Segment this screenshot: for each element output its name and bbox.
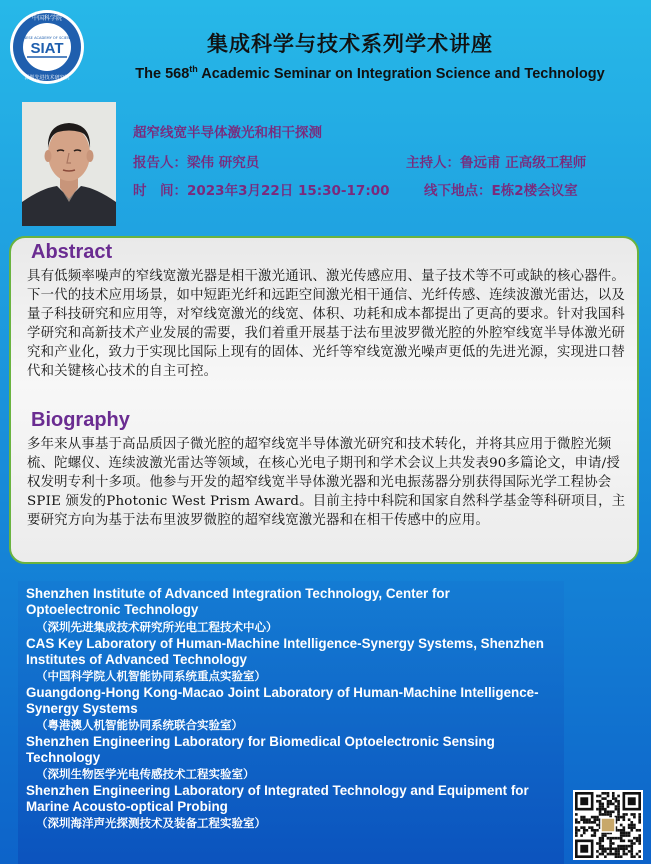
institution-5-cn: （深圳海洋声光探测技术及装备工程实验室） [36,816,266,830]
time-info: 时 间：2023年3月22日 15:30-17:00 [133,183,390,199]
institution-5-name: Shenzhen Engineering Laboratory of Integrated Technology and Equipment for Marine Acousto-optical Probing [26,783,529,814]
abstract-text: 具有低频率噪声的窄线宽激光器是相干激光通讯、激光传感应用、量子技术等不可或缺的核心器件。下一代的技术应用场景，如中短距光纤和远距空间激光相干通信、光纤传感、连续波激光雷达，以及量子科技研究和应用等，对窄线宽激光的线宽、体积、功耗和成本都提出了更高的要求。针对我国科学研究和高新技术产业发展的需要，我们着重开展基于法布里波罗微光腔的外腔窄线宽半导体激光研究和产业化，致力于实现比国际上现有的固体、光纤等窄线宽激光噪声更低的先进光源，实现进口替代和关键核心技术的自主可控。 [27,269,625,379]
location-info: 线下地点：E栋2楼会议室 [424,183,578,199]
logo-ring-top: 中国科学院 [31,15,63,22]
siat-logo [9,9,85,85]
talk-title: 超窄线宽半导体激光和相干探测 [133,125,322,141]
institution-4-name: Shenzhen Engineering Laboratory for Biomedical Optoelectronic Sensing Technology [26,734,495,765]
qr-code-icon [573,790,643,860]
speaker-info: 报告人：梁伟 研究员 [133,155,260,171]
institution-1-cn: （深圳先进集成技术研究所光电工程技术中心） [36,620,278,634]
institution-2-cn: （中国科学院人机智能协同系统重点实验室） [36,669,266,683]
content-card [9,236,639,564]
logo-text: SIAT [30,40,64,57]
institution-3-name: Guangdong-Hong Kong-Macao Joint Laboratory of Human-Machine Intelligence-Synergy Systems [26,685,539,716]
institution-3-cn: （粤港澳人机智能协同系统联合实验室） [36,718,243,732]
page-subtitle: The 568th Academic Seminar on Integration Science and Technology [135,64,605,82]
biography-text: 多年来从事基于高品质因子微光腔的超窄线宽半导体激光研究和技术转化，并将其应用于微腔光频梳、陀螺仪、连续波激光雷达等领域，在核心光电子期刊和学术会议上共发表90多篇论文，申请/授权发明专利十多项。他参与开发的超窄线宽半导体激光器和光电振荡器分别获得国际光学工程协会SPIE 颁发的Photonic West Prism Award。目前主持中科院和国家自然科学基金等科研项目，主要研究方向为基于法布里波罗微腔的超窄线宽激光器和在相干传感中的应用。 [27,437,626,528]
page-title: 集成科学与技术系列学术讲座 [207,32,493,56]
institution-4-cn: （深圳生物医学光电传感技术工程实验室） [36,767,255,781]
institution-2-name: CAS Key Laboratory of Human-Machine Intelligence-Synergy Systems, Shenzhen Institutes of Advanced Technology [26,636,544,667]
logo-ring-bottom: 深圳先进技术研究院 [24,75,70,81]
biography-heading: Biography [31,409,130,431]
host-info: 主持人：鲁远甫 正高级工程师 [406,155,587,171]
logo-ring-side: CHINESE ACADEMY OF SCIENCES [17,36,77,40]
abstract-heading: Abstract [31,241,113,263]
speaker-photo [22,102,116,226]
institution-1-name: Shenzhen Institute of Advanced Integration Technology, Center for Optoelectronic Technology [26,586,450,617]
